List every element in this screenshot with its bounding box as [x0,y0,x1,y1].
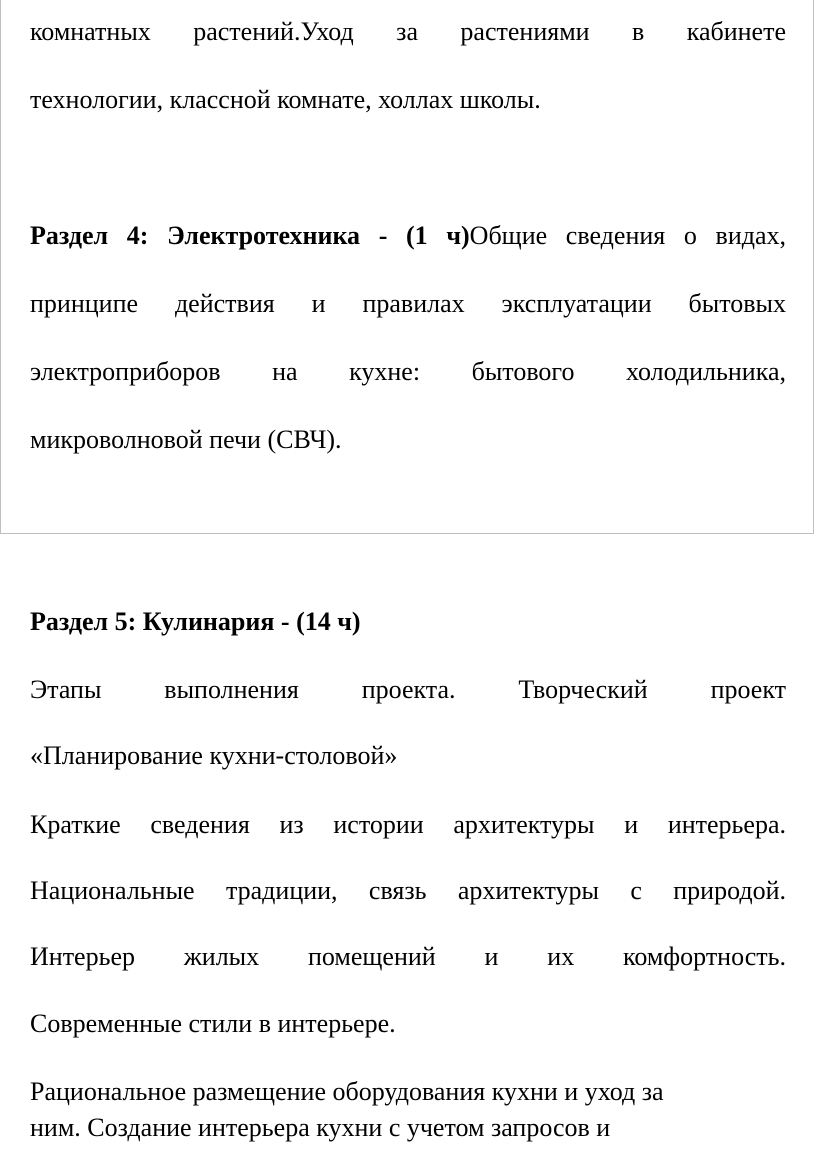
section-4-text-line-4: микроволновой печи (СВЧ). [30,425,342,454]
section-4-text-line-3: электроприборов на кухне: бытового холодильника, [30,357,786,386]
section-5-p2-line-2: Национальные традиции, связь архитектуры с природой. [30,876,786,905]
section-5-p2-line-4: Современные стили в интерьере. [30,1009,396,1038]
section-5-p1-line-2: «Планирование кухни-столовой» [30,741,398,770]
section-5-heading-text: Раздел 5: Кулинария - (14 ч) [30,607,361,636]
section-5-p1-line-1: Этапы выполнения проекта. Творческий проект [30,675,786,704]
section-4-first-line [30,220,786,252]
section-4-text-line-1: Общие сведения о видах, [469,221,786,250]
section-5-p2-line-3: Интерьер жилых помещений и их комфортность. [30,942,786,971]
section-4-heading: Раздел 4: Электротехника - (1 ч) [30,221,470,250]
section-3-text-line-1: комнатных растений.Уход за растениями в кабинете [30,17,786,46]
section-5-p2-line-1: Краткие сведения из истории архитектуры и интерьера. [30,810,786,839]
section-3-text-line-2: технологии, классной комнате, холлах школы. [30,85,541,114]
section-5-p3-line-1: Рациональное размещение оборудования кухни и уход за [30,1077,664,1106]
section-4-text-line-2: принципе действия и правилах эксплуатации бытовых [30,289,786,318]
section-5-p3-line-2: ним. Создание интерьера кухни с учетом запросов и [30,1113,611,1142]
section-5-heading [30,606,786,638]
